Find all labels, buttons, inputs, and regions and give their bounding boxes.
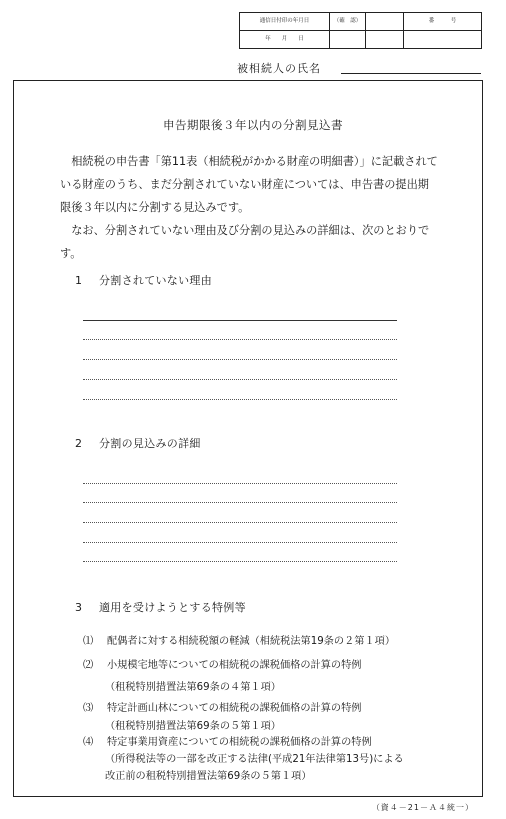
reason-line-4[interactable] [83, 379, 397, 380]
special-item-1[interactable] [83, 632, 395, 647]
detail-line-1[interactable] [83, 483, 397, 484]
section-1-heading [75, 272, 212, 288]
reason-line-3[interactable] [83, 359, 397, 360]
special-item-3[interactable] [83, 699, 361, 714]
detail-line-5[interactable] [83, 561, 397, 562]
section-2-number: 2 [75, 437, 83, 450]
special-item-4-law-1: （所得税法等の一部を改正する法律(平成21年法律第13号)による [105, 754, 404, 765]
section-3-label: 適用を受けようとする特例等 [99, 601, 246, 614]
intro-text [60, 150, 440, 265]
detail-line-2[interactable] [83, 502, 397, 503]
special-item-4-number: ⑷ [83, 737, 94, 748]
reason-line-2[interactable] [83, 339, 397, 340]
section-3-number: 3 [75, 601, 83, 614]
special-item-2-number: ⑵ [83, 660, 94, 671]
detail-line-3[interactable] [83, 522, 397, 523]
special-item-4[interactable] [83, 733, 372, 748]
blank-input-cell[interactable] [366, 31, 404, 49]
number-input-cell[interactable] [404, 31, 482, 49]
special-item-1-text: 配偶者に対する相続税額の軽減（相続税法第19条の２第１項） [107, 636, 396, 647]
special-item-3-law: （租税特別措置法第69条の５第１項） [105, 721, 281, 732]
intro-paragraph-2: なお、分割されていない理由及び分割の見込みの詳細は、次のとおりです。 [60, 224, 430, 260]
reason-line-1[interactable] [83, 320, 397, 321]
ymd-label: 年 月 日 [240, 31, 330, 49]
date-stamp-label: 通信日付印の年月日 [240, 13, 330, 31]
section-3-heading [75, 599, 246, 615]
special-item-1-number: ⑴ [83, 636, 94, 647]
number-label: 番 号 [404, 13, 482, 31]
document-title: 申告期限後３年以内の分割見込書 [163, 118, 343, 132]
section-2-heading [75, 435, 201, 451]
special-item-3-text: 特定計画山林についての相続税の課税価格の計算の特例 [107, 703, 362, 714]
section-1-label: 分割されていない理由 [99, 274, 212, 287]
section-2-label: 分割の見込みの詳細 [99, 437, 201, 450]
special-item-2-law: （租税特別措置法第69条の４第１項） [105, 682, 281, 693]
special-item-4-text: 特定事業用資産についての相続税の課税価格の計算の特例 [107, 737, 372, 748]
receipt-stamp-table [239, 12, 482, 49]
blank-cell [366, 13, 404, 31]
intro-paragraph-1: 相続税の申告書「第11表（相続税がかかる財産の明細書）」に記載されている財産のうち、まだ分割されていない財産については、申告書の提出期限後３年以内に分割する見込みです。 [60, 155, 438, 214]
heir-name-field[interactable] [341, 73, 481, 74]
special-item-2[interactable] [83, 656, 361, 671]
heir-name-label: 被相続人の氏名 [237, 62, 321, 75]
confirm-label: （確 認） [330, 13, 366, 31]
section-1-number: 1 [75, 274, 83, 287]
special-item-4-law-2: 改正前の租税特別措置法第69条の５第１項） [105, 771, 312, 782]
special-item-2-text: 小規模宅地等についての相続税の課税価格の計算の特例 [107, 660, 362, 671]
detail-line-4[interactable] [83, 542, 397, 543]
reason-line-5[interactable] [83, 399, 397, 400]
confirm-input-cell[interactable] [330, 31, 366, 49]
form-code: （資４－21－Ａ４統一） [371, 803, 474, 812]
special-item-3-number: ⑶ [83, 703, 94, 714]
